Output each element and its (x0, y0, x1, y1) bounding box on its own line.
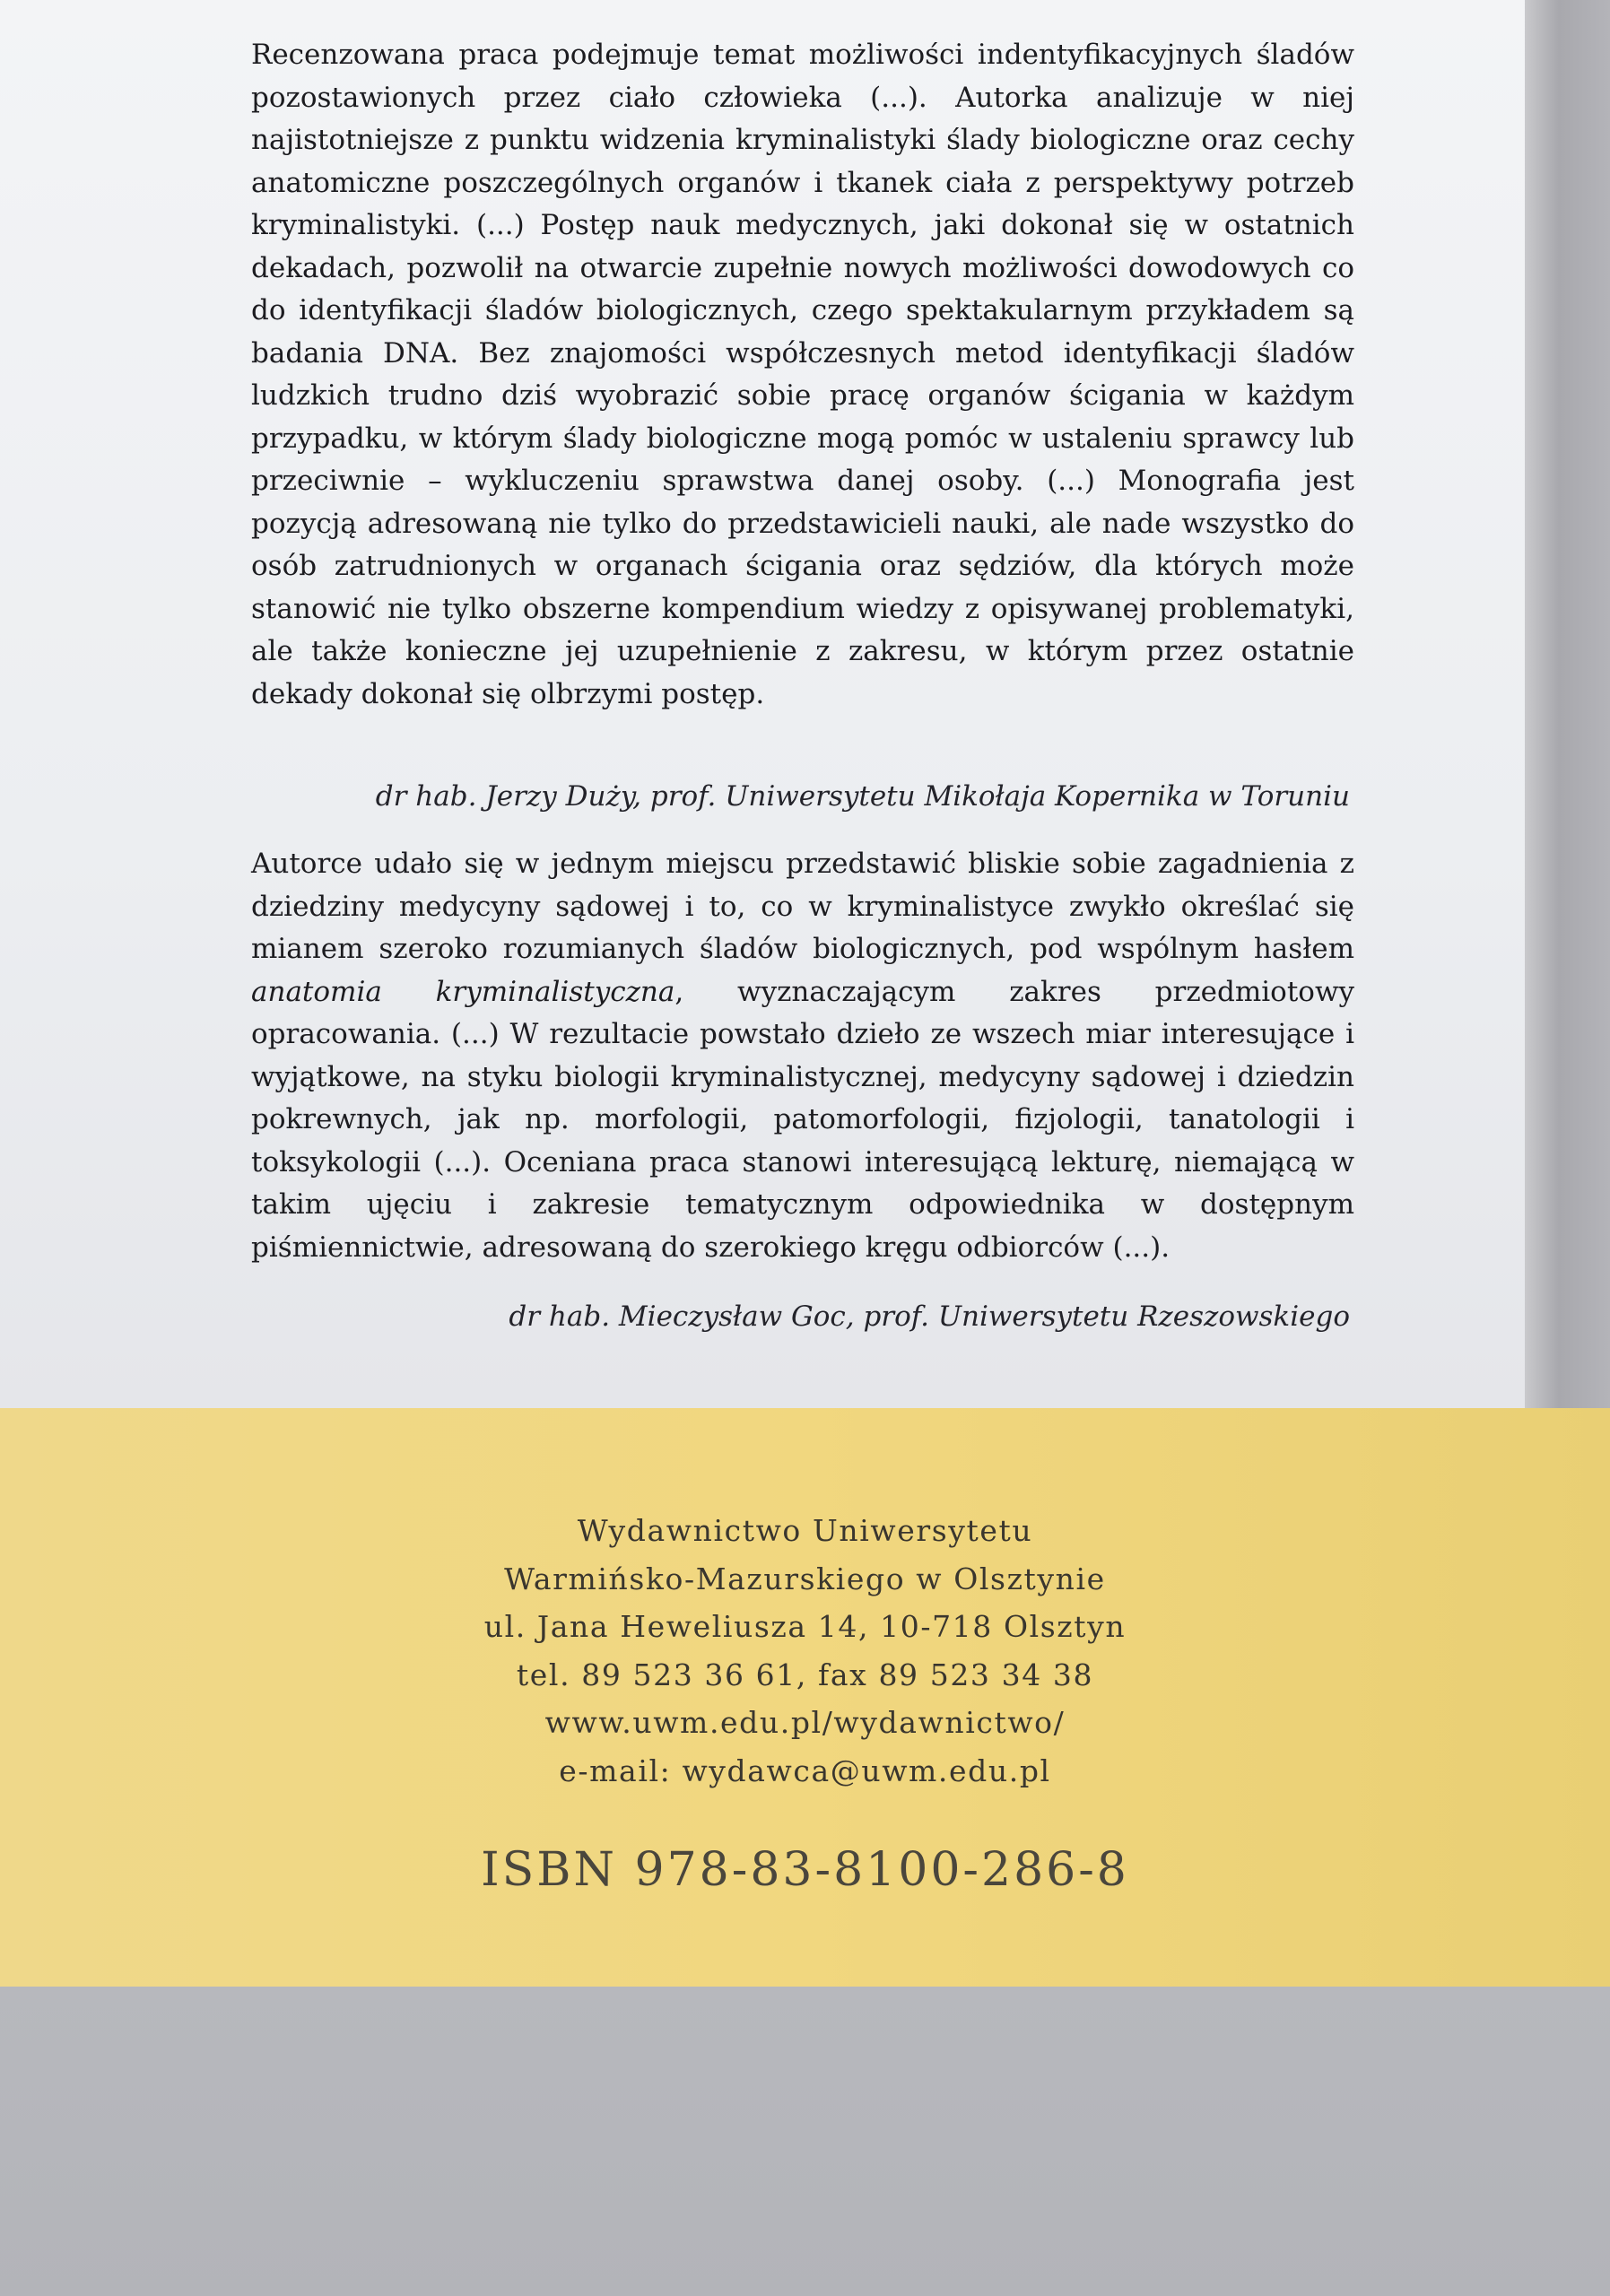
review-1-signature: dr hab. Jerzy Duży, prof. Uniwersytetu Mikołaja Kopernika w Toruniu (375, 780, 1350, 813)
review-1-text: Recenzowana praca podejmuje temat możliwości indentyfikacyjnych śladów pozostawionych przez ciało człowieka (...). Autorka analizuje w niej najistotniejsze z punktu widzenia kryminalistyki ślady biologiczne oraz cechy anatomiczne poszczególnych organów i tkanek ciała z perspektywy potrzeb kryminalistyki. (...) Postęp nauk medycznych, jaki dokonał się w ostatnich dekadach, pozwolił na otwarcie zupełnie nowych możliwości dowodowych co do identyfikacji śladów biologicznych, czego spektakularnym przykładem są badania DNA. Bez znajomości współczesnych metod identyfikacji śladów ludzkich trudno dziś wyobrazić sobie pracę organów ścigania w każdym przypadku, w którym ślady biologiczne mogą pomóc w ustaleniu sprawcy lub przeciwnie – wykluczeniu sprawstwa danej osoby. (...) Monografia jest pozycją adresowaną nie tylko do przedstawicieli nauki, ale nade wszystko do osób zatrudnionych w organach ścigania oraz sędziów, dla których może stanowić nie tylko obszerne kompendium wiedzy z opisywanej problematyki, ale także konieczne jej uzupełnienie z zakresu, w którym przez ostatnie dekady dokonał się olbrzymi postęp. (251, 39, 1354, 710)
publisher-website: www.uwm.edu.pl/wydawnictwo/ (544, 1705, 1066, 1740)
publisher-info (0, 1507, 1610, 1795)
bottom-gray-band (0, 1987, 1610, 2296)
review-2-italic-phrase: anatomia kryminalistyczna (251, 975, 675, 1008)
review-2-signature: dr hab. Mieczysław Goc, prof. Uniwersytetu Rzeszowskiego (509, 1300, 1350, 1333)
publisher-name-line-1: Wydawnictwo Uniwersytetu (577, 1513, 1033, 1548)
review-2-text (251, 843, 1354, 1269)
publisher-name-line-2: Warmińsko-Mazurskiego w Olsztynie (504, 1561, 1106, 1596)
review-2-text-before: Autorce udało się w jednym miejscu przedstawić bliskie sobie zagadnienia z dziedziny medycyny sądowej i to, co w kryminalistyce zwykło określać się mianem szeroko rozumianych śladów biologicznych, pod wspólnym hasłem (251, 848, 1354, 965)
review-2-text-after: , wyznaczającym zakres przedmiotowy opracowania. (...) W rezultacie powstało dzieło ze wszech miar interesujące i wyjątkowe, na styku biologii kryminalistycznej, medycyny sądowej i dziedzin pokrewnych, jak np. morfologii, patomorfologii, fizjologii, tanatologii i toksykologii (...). Oceniana praca stanowi interesującą lekturę, niemającą w takim ujęciu i zakresie tematycznym odpowiednika w dostępnym piśmiennictwie, adresowaną do szerokiego kręgu odbiorców (...). (251, 975, 1354, 1264)
publisher-address: ul. Jana Heweliusza 14, 10-718 Olsztyn (483, 1609, 1127, 1644)
publisher-phone: tel. 89 523 36 61, fax 89 523 34 38 (516, 1657, 1094, 1692)
book-spine-edge (1525, 0, 1610, 1462)
isbn-number: ISBN 978-83-8100-286-8 (481, 1843, 1129, 1897)
publisher-email: e-mail: wydawca@uwm.edu.pl (559, 1752, 1051, 1788)
